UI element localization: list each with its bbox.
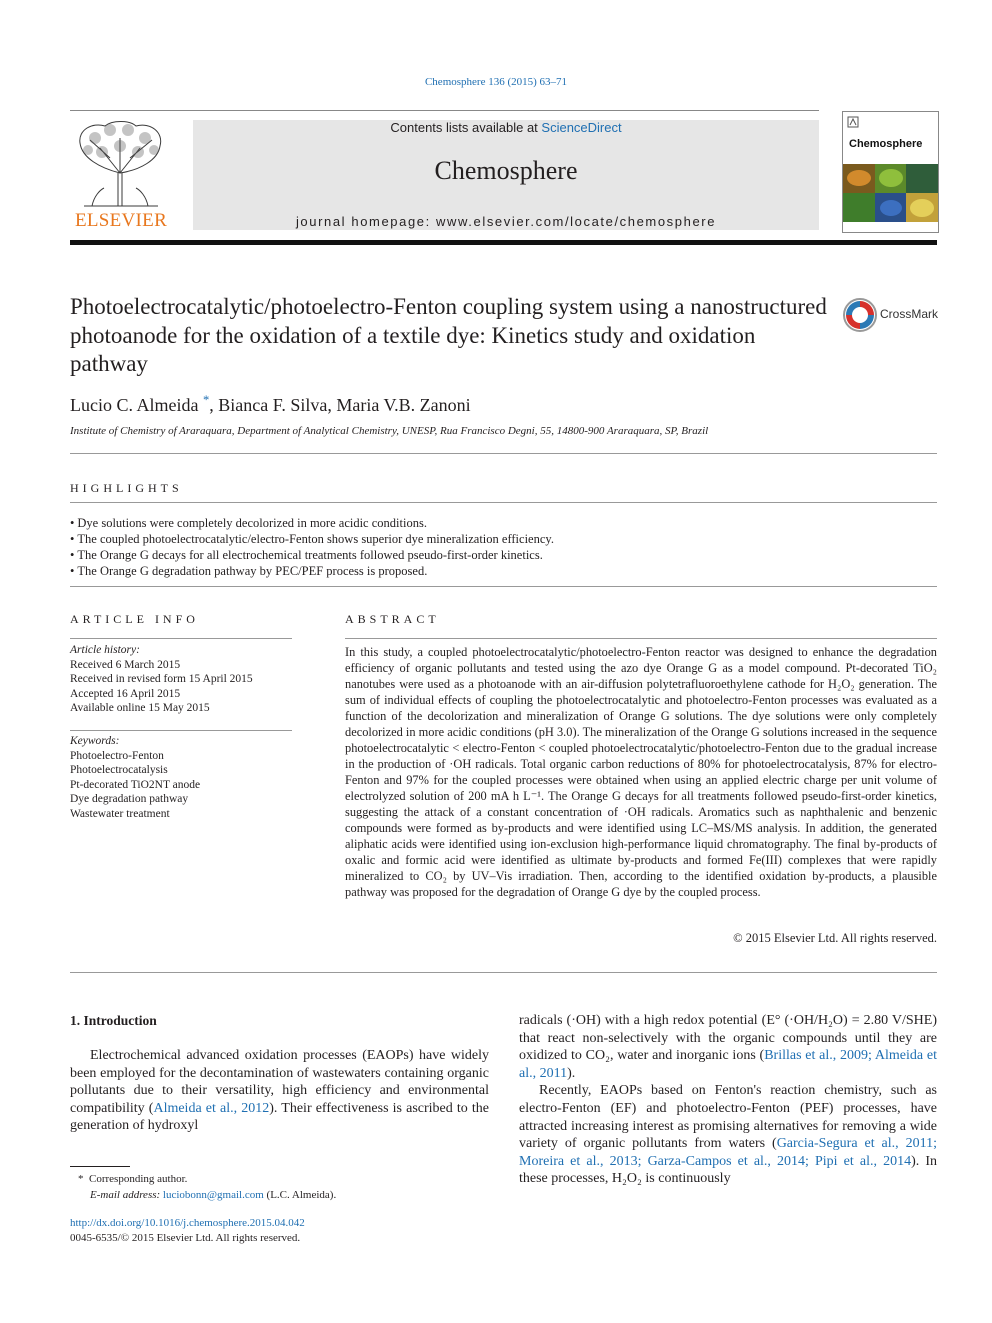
paragraph xyxy=(519,1082,937,1188)
email-link[interactable]: luciobonn@gmail.com xyxy=(162,1189,264,1201)
cover-title: Chemosphere xyxy=(849,138,923,150)
text-run: ). xyxy=(567,1065,576,1081)
abstract-text: In this study, a coupled photoelectrocatalytic/photoelectro-Fenton reactor was designed to enhance the degradation efficiency of organic pollutants and tested using the azo dye Orange G as a model compound. Pt-decorated TiO₂ nanotubes were used as a photoanode with an air-diffusion polytetrafluoroethylene cathode for H₂O₂ generation. The sum of individual effects of coupling the photoelectrocatalytic and photoelectro-Fenton processes was evaluated as a function of the decolorization and mineralization of Orange G solutions. The dye solutions were only completely decolorized in more acidic conditions (pH 3.0). The mineralization of the Orange G solutions increased in the sequence photoelectrocatalytic < electro-Fenton < coupled photoelectrocatalytic/photoelectro-Fenton due to the gradual increase in the production of ·OH radicals. Total organic carbon reductions of 80% for photoelectrocatalysis, 87% for electro-Fenton and 97% for the coupled processes were obtained when using an applied electric charge per unit volume of electrolyzed solution of 200 mA h L⁻¹. The Orange G decays for all treatments followed pseudo-first-order kinetics, suggesting the attack of a constant concentration of ·OH radicals. Aromatics such as naphthalenic and benzenic compounds were formed as by-products and were identified using LC–MS/MS analysis. In addition, the generated aliphatic acids were identified using ion-exclusion high-performance liquid chromatography. The final by-products of oxalic and formic acid were identified as ultimate by-products and formed Fe(III) complexes that were rapidly mineralized to CO₂ by UV–Vis irradiation. Then, according to the identified oxidation by-products, a plausible pathway was proposed for the degradation of Orange G dye by the coupled process. xyxy=(345,645,937,899)
section-heading-introduction: 1. Introduction xyxy=(70,1013,157,1028)
text-run: Electrochemical advanced oxidation processes (EAOPs) have widely been employed for the decontamination of wastewaters containing organic pollutants due to their versatility, high efficiency and environmental compatibility ( xyxy=(70,1048,489,1116)
homepage-line xyxy=(193,214,819,229)
footnote-mark: * xyxy=(78,1173,84,1185)
history-entry: Accepted 16 April 2015 xyxy=(70,687,181,700)
author-names-rest: , Bianca F. Silva, Maria V.B. Zanoni xyxy=(209,395,471,415)
history-label: Article history: xyxy=(70,644,140,656)
contents-line xyxy=(193,120,819,135)
highlights-list xyxy=(70,515,937,579)
keyword: Photoelectrocatalysis xyxy=(70,764,168,776)
highlight-item: • The Orange G degradation pathway by PEC/PEF process is proposed. xyxy=(70,563,937,579)
keyword: Dye degradation pathway xyxy=(70,793,189,805)
contents-prefix: Contents lists available at xyxy=(390,120,542,135)
divider xyxy=(70,972,937,973)
footnote-email xyxy=(70,1187,489,1203)
corresponding-author-mark[interactable]: * xyxy=(202,393,210,407)
journal-name: Chemosphere xyxy=(434,156,578,185)
homepage-prefix: journal homepage: xyxy=(295,214,437,229)
highlight-item: • The coupled photoelectrocatalytic/electro-Fenton shows superior dye mineralization efficiency. xyxy=(70,531,937,547)
divider xyxy=(70,453,937,454)
article-info-heading: ARTICLE INFO xyxy=(70,612,199,626)
email-label: E-mail address: xyxy=(90,1189,161,1201)
header-thick-rule xyxy=(70,240,937,245)
article-title: Photoelectrocatalytic/photoelectro-Fenton coupling system using a nanostructured photoanode for the oxidation of a textile dye: Kinetics study and oxidation pathway xyxy=(70,294,827,376)
paragraph xyxy=(70,1047,489,1135)
keyword: Photoelectro-Fenton xyxy=(70,749,164,762)
keyword: Pt-decorated TiO2NT anode xyxy=(70,778,201,791)
cover-image xyxy=(843,164,938,222)
elsevier-wordmark: ELSEVIER xyxy=(74,210,168,231)
keywords xyxy=(70,734,300,821)
divider xyxy=(70,502,937,503)
citation-link[interactable]: Garcia-Segura et al., 2011; Moreira et al., 2013; Garza-Campos et al., 2014; Pipi et al., 2014 xyxy=(519,1136,937,1169)
sciencedirect-link[interactable]: ScienceDirect xyxy=(541,120,622,135)
paragraph xyxy=(519,1012,937,1082)
journal-citation[interactable]: Chemosphere 136 (2015) 63–71 xyxy=(424,76,568,88)
doi-block xyxy=(70,1216,489,1246)
divider xyxy=(70,638,292,639)
article-history xyxy=(70,643,300,716)
footnote-rule xyxy=(70,1166,130,1167)
footnote-text: Corresponding author. xyxy=(89,1173,188,1185)
text-run: ). Their effectiveness is ascribed to the generation of hydroxyl xyxy=(70,1100,490,1134)
header-rule xyxy=(70,110,819,111)
author-name: Lucio C. Almeida xyxy=(70,395,199,415)
abstract-heading: ABSTRACT xyxy=(345,612,440,626)
elsevier-mini-icon xyxy=(847,116,859,128)
text-run: ). In these processes, H₂O₂ is continuously xyxy=(519,1153,937,1187)
copyright-notice: © 2015 Elsevier Ltd. All rights reserved. xyxy=(733,931,937,945)
email-suffix: (L.C. Almeida). xyxy=(266,1189,337,1201)
footnote-corresponding xyxy=(70,1171,489,1187)
author-list xyxy=(70,393,471,416)
crossmark-icon xyxy=(842,297,878,333)
text-run: Recently, EAOPs based on Fenton's reaction chemistry, such as electro-Fenton (EF) and photoelectro-Fenton (PEF) processes, have attracted increasing interest as promising alternatives for removing a wide variety of organic pollutants from waters ( xyxy=(519,1083,937,1152)
history-entry: Received in revised form 15 April 2015 xyxy=(70,673,253,685)
highlights-heading: HIGHLIGHTS xyxy=(70,481,183,495)
issn-line: 0045-6535/© 2015 Elsevier Ltd. All rights reserved. xyxy=(70,1232,301,1244)
doi-link[interactable]: http://dx.doi.org/10.1016/j.chemosphere.2015.04.042 xyxy=(70,1217,305,1229)
homepage-link[interactable]: www.elsevier.com/locate/chemosphere xyxy=(436,214,717,229)
highlight-item: • Dye solutions were completely decolorized in more acidic conditions. xyxy=(70,515,937,531)
crossmark-badge[interactable] xyxy=(842,297,942,337)
crossmark-label: CrossMark xyxy=(880,307,939,321)
body-column-left xyxy=(70,1047,489,1135)
history-entry: Received 6 March 2015 xyxy=(70,658,181,671)
journal-cover[interactable] xyxy=(842,111,939,233)
keywords-label: Keywords: xyxy=(70,735,120,747)
citation-link[interactable]: Almeida et al., 2012 xyxy=(153,1100,270,1116)
journal-masthead xyxy=(193,120,819,230)
body-column-right xyxy=(519,1012,937,1188)
footnote xyxy=(70,1171,489,1203)
keyword: Wastewater treatment xyxy=(70,807,170,820)
divider xyxy=(70,586,937,587)
highlight-item: • The Orange G decays for all electrochemical treatments followed pseudo-first-order kinetics. xyxy=(70,547,937,563)
divider xyxy=(345,638,937,639)
divider xyxy=(70,730,292,731)
citation-link[interactable]: Brillas et al., 2009; Almeida et al., 2011 xyxy=(519,1048,937,1081)
text-run: radicals (·OH) with a high redox potential (E° (·OH/H₂O) = 2.80 V/SHE) that react non-selectively with the organic compounds until they are oxidized to CO₂, water and inorganic ions ( xyxy=(519,1013,937,1064)
affiliation: Institute of Chemistry of Araraquara, Department of Analytical Chemistry, UNESP, Rua Francisco Degni, 55, 14800-900 Araraquara, SP, Brazil xyxy=(70,425,709,437)
history-entry: Available online 15 May 2015 xyxy=(70,702,210,714)
